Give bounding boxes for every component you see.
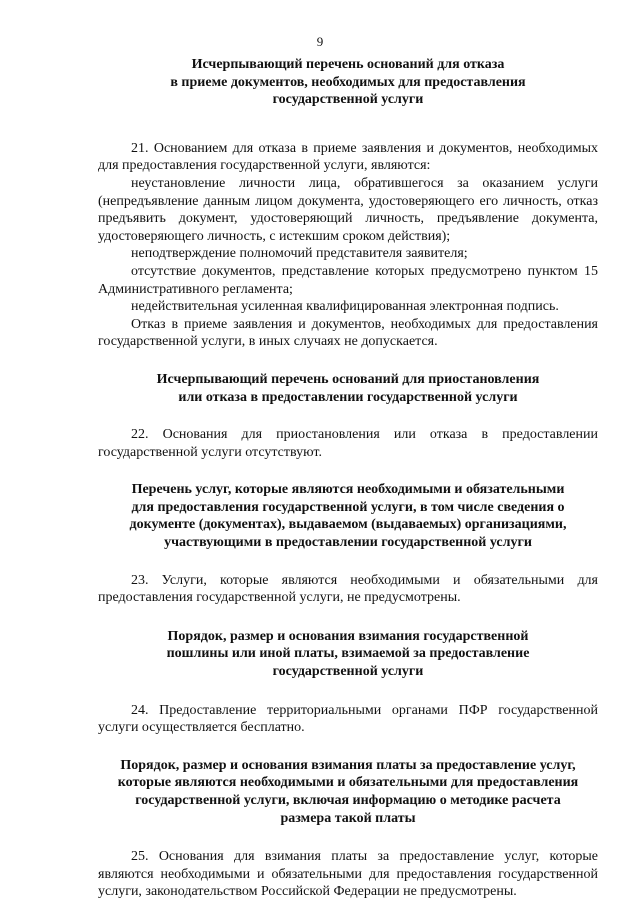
paragraph-23: 23. Услуги, которые являются необходимыми и обязательными для предоставления государственной услуги, не предусмотрены. (98, 572, 598, 606)
paragraph-24: 24. Предоставление территориальными органами ПФР государственной услуги осуществляется бесплатно. (98, 702, 598, 736)
heading-line: в приеме документов, необходимых для предоставления (170, 74, 526, 90)
heading-line: участвующими в предоставлении государственной услуги (164, 535, 532, 551)
heading-line: документе (документах), выдаваемом (выдаваемых) организациями, (129, 517, 567, 533)
list-item-missing-documents: отсутствие документов, представление которых предусмотрено пунктом 15 Административного регламента; (98, 263, 598, 297)
list-item-identity: неустановление личности лица, обратившегося за оказанием услуги (непредъявление данным лицом документа, удостоверяющего его личность, отказ предъявить документ, удостоверяющий личность, предъявление документа, удостоверяющего личность, с истекшим сроком действия); (98, 175, 598, 244)
heading-line: государственной услуги (272, 92, 424, 108)
heading-line: Исчерпывающий перечень оснований для отказа (191, 57, 505, 72)
heading-line: Порядок, размер и основания взимания платы за предоставление услуг, (120, 757, 576, 773)
section-heading-suspension (98, 371, 598, 406)
heading-line: которые являются необходимыми и обязательными для предоставления (117, 775, 579, 791)
heading-line: Перечень услуг, которые являются необходимыми и обязательными (131, 482, 565, 498)
paragraph-refusal-other: Отказ в приеме заявления и документов, необходимых для предоставления государственной услуги, в иных случаях не допускается. (98, 316, 598, 350)
heading-line: размера такой платы (280, 810, 416, 826)
section-heading-refusal-reception (98, 56, 598, 109)
document-body (98, 56, 598, 901)
section-heading-service-fee (98, 757, 598, 827)
list-item-invalid-signature: недействительная усиленная квалифицированная электронная подпись. (131, 299, 559, 315)
heading-line: Порядок, размер и основания взимания государственной (167, 628, 529, 644)
paragraph-21: 21. Основанием для отказа в приеме заявления и документов, необходимых для предоставления государственной услуги, являются: (98, 140, 598, 174)
list-item-authority: неподтверждение полномочий представителя заявителя; (131, 246, 468, 262)
heading-line: Исчерпывающий перечень оснований для приостановления (156, 371, 540, 387)
heading-line: государственной услуги (272, 664, 424, 680)
section-heading-state-fee (98, 628, 598, 681)
heading-line: государственной услуги, включая информацию о методике расчета (135, 793, 561, 808)
page-number: 9 (316, 34, 324, 49)
heading-line: для предоставления государственной услуги, в том числе сведения о (131, 499, 565, 515)
heading-line: пошлины или иной платы, взимаемой за предоставление (166, 646, 530, 662)
paragraph-22: 22. Основания для приостановления или отказа в предоставлении государственной услуги отсутствуют. (98, 427, 598, 460)
heading-line: или отказа в предоставлении государственной услуги (178, 389, 518, 405)
paragraph-25: 25. Основания для взимания платы за предоставление услуг, которые являются необходимыми и обязательными для предоставления государственной услуги, законодательством Российской Федерации не предусмотрены. (98, 849, 598, 900)
section-heading-required-services (98, 481, 598, 551)
